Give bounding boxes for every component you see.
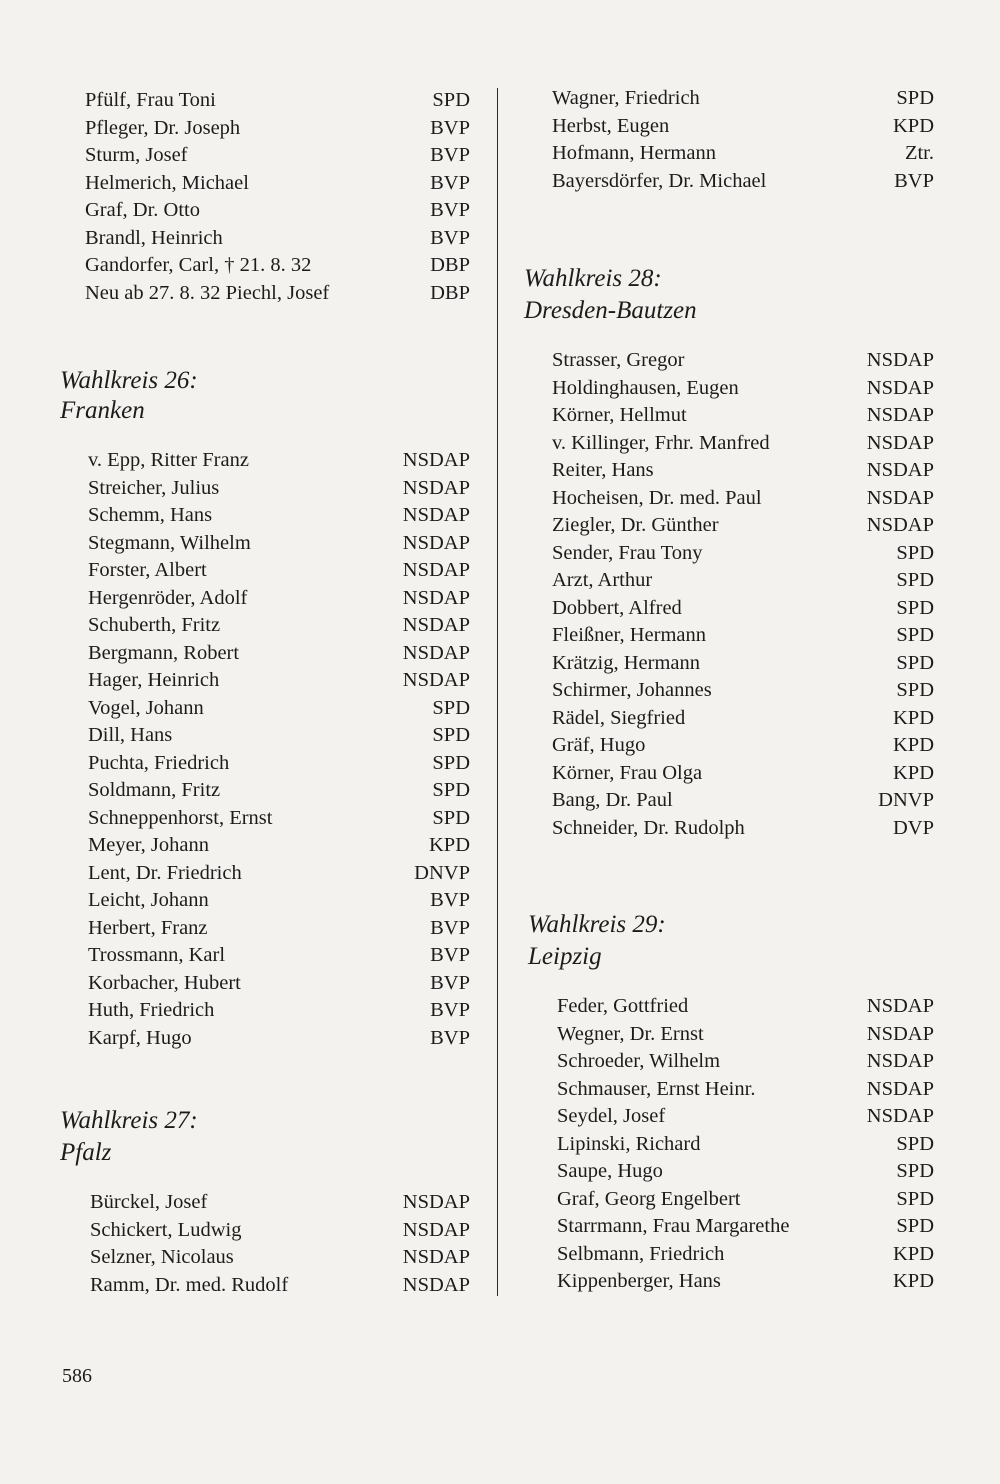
member-party: SPD (896, 624, 934, 646)
member-name: Wagner, Friedrich (552, 87, 700, 109)
member-row (85, 279, 470, 307)
member-row (552, 566, 934, 594)
member-party: KPD (892, 1242, 934, 1265)
member-row (557, 1212, 934, 1240)
member-name: Schemm, Hans (88, 504, 213, 526)
member-row (557, 1102, 934, 1130)
member-party: SPD (432, 779, 470, 801)
member-party: SPD (432, 751, 470, 774)
member-name: Dobbert, Alfred (552, 596, 682, 619)
district-region: Dresden-Bautzen (524, 297, 697, 324)
member-row (85, 141, 470, 169)
member-party: BVP (430, 144, 470, 166)
member-row (552, 814, 934, 842)
member-party: NSDAP (866, 1077, 934, 1100)
member-name: Lent, Dr. Friedrich (88, 861, 242, 884)
member-party: NSDAP (402, 449, 470, 471)
member-row (88, 694, 470, 722)
member-party: BVP (430, 226, 470, 249)
member-party: NSDAP (866, 404, 934, 426)
member-row (88, 611, 470, 639)
member-party: BVP (430, 999, 470, 1021)
member-row (557, 1047, 934, 1075)
member-name: Streicher, Julius (88, 476, 220, 499)
member-name: Schmauser, Ernst Heinr. (557, 1077, 756, 1100)
member-row (552, 759, 934, 787)
member-name: v. Epp, Ritter Franz (88, 449, 249, 471)
member-name: Rädel, Siegfried (552, 706, 686, 729)
member-name: Schneider, Dr. Rudolph (552, 816, 745, 839)
member-name: Strasser, Gregor (552, 349, 685, 371)
member-name: Meyer, Johann (88, 834, 210, 856)
member-row (88, 556, 470, 584)
member-name: Graf, Georg Engelbert (557, 1187, 741, 1210)
member-name: Sturm, Josef (85, 144, 188, 166)
member-name: Korbacher, Hubert (88, 971, 241, 994)
member-row (85, 251, 470, 279)
member-party: NSDAP (866, 486, 934, 509)
member-party: BVP (430, 171, 470, 194)
member-row (88, 804, 470, 832)
member-row (552, 456, 934, 484)
member-party: SPD (432, 696, 470, 719)
member-party: NSDAP (866, 995, 934, 1017)
member-row (88, 749, 470, 777)
member-row (88, 446, 470, 474)
member-party: NSDAP (402, 614, 470, 636)
member-row (85, 86, 470, 114)
member-row (552, 539, 934, 567)
member-party: SPD (896, 87, 934, 109)
member-row (557, 1130, 934, 1158)
member-row (88, 666, 470, 694)
member-row (552, 346, 934, 374)
member-row (90, 1216, 470, 1244)
member-party: NSDAP (866, 1022, 934, 1045)
member-name: Schuberth, Fritz (88, 614, 221, 636)
district-heading: Wahlkreis 29: (528, 911, 666, 938)
district-region: Pfalz (60, 1139, 112, 1166)
member-row (88, 831, 470, 859)
member-row (552, 786, 934, 814)
member-name: Gandorfer, Carl, † 21. 8. 32 (85, 254, 312, 276)
member-row (557, 1185, 934, 1213)
district-heading: Wahlkreis 27: (60, 1107, 198, 1134)
member-name: Soldmann, Fritz (88, 779, 221, 801)
member-name: Hergenröder, Adolf (88, 586, 248, 609)
member-row (552, 167, 934, 195)
member-name: Fleißner, Hermann (552, 624, 707, 646)
member-name: Stegmann, Wilhelm (88, 531, 251, 554)
member-party: SPD (896, 651, 934, 674)
member-party: NSDAP (402, 586, 470, 609)
member-row (88, 969, 470, 997)
member-name: Forster, Albert (88, 559, 207, 581)
member-row (88, 941, 470, 969)
member-row (90, 1188, 470, 1216)
member-name: Reiter, Hans (552, 459, 654, 481)
member-row (88, 584, 470, 612)
member-name: Hocheisen, Dr. med. Paul (552, 486, 762, 509)
member-name: Karpf, Hugo (88, 1026, 192, 1049)
member-party: NSDAP (866, 459, 934, 481)
member-party: KPD (892, 1270, 934, 1292)
district-region: Leipzig (528, 943, 602, 970)
member-name: Trossmann, Karl (88, 944, 226, 966)
member-name: Helmerich, Michael (85, 171, 249, 194)
member-row (552, 374, 934, 402)
member-row (90, 1271, 470, 1299)
member-row (88, 474, 470, 502)
member-party: SPD (896, 679, 934, 701)
member-party: KPD (892, 114, 934, 137)
member-name: Pfleger, Dr. Joseph (85, 116, 241, 139)
member-name: Arzt, Arthur (552, 569, 653, 591)
member-row (557, 1157, 934, 1185)
member-name: Holdinghausen, Eugen (552, 376, 739, 399)
member-party: NSDAP (866, 349, 934, 371)
member-name: Hofmann, Hermann (552, 142, 716, 164)
member-party: NSDAP (402, 1218, 470, 1241)
member-party: NSDAP (402, 476, 470, 499)
member-party: DBP (430, 281, 470, 304)
member-row (88, 501, 470, 529)
member-party: BVP (430, 916, 470, 939)
member-name: Körner, Frau Olga (552, 761, 703, 784)
member-name: Saupe, Hugo (557, 1160, 663, 1182)
member-name: Selzner, Nicolaus (90, 1246, 234, 1268)
member-row (88, 1024, 470, 1052)
member-row (552, 139, 934, 167)
member-party: DVP (892, 816, 934, 839)
member-name: Vogel, Johann (88, 696, 204, 719)
member-party: SPD (432, 89, 470, 111)
member-row (552, 484, 934, 512)
member-party: DBP (430, 254, 470, 276)
member-name: Schneppenhorst, Ernst (88, 806, 273, 829)
member-name: Ramm, Dr. med. Rudolf (90, 1273, 289, 1296)
member-party: NSDAP (402, 1273, 470, 1296)
member-row (88, 776, 470, 804)
member-party: SPD (896, 596, 934, 619)
member-row (90, 1243, 470, 1271)
member-party: KPD (428, 834, 470, 856)
member-name: Neu ab 27. 8. 32 Piechl, Josef (85, 281, 330, 304)
member-name: Hager, Heinrich (88, 669, 220, 691)
page-number: 586 (62, 1365, 92, 1387)
member-name: Bayersdörfer, Dr. Michael (552, 169, 767, 192)
member-name: Starrmann, Frau Margarethe (557, 1215, 790, 1237)
member-row (85, 224, 470, 252)
member-party: DNVP (414, 861, 470, 884)
member-name: Körner, Hellmut (552, 404, 687, 426)
member-name: Pfülf, Frau Toni (85, 89, 216, 111)
member-name: Huth, Friedrich (88, 999, 215, 1021)
member-party: NSDAP (402, 1246, 470, 1268)
member-party: SPD (896, 569, 934, 591)
member-party: BVP (430, 971, 470, 994)
member-party: SPD (896, 1132, 934, 1155)
member-party: NSDAP (866, 514, 934, 536)
member-name: Kippenberger, Hans (557, 1270, 721, 1292)
member-name: Seydel, Josef (557, 1105, 666, 1127)
member-party: NSDAP (866, 1050, 934, 1072)
member-name: Sender, Frau Tony (552, 541, 703, 564)
member-party: SPD (896, 1187, 934, 1210)
member-row (88, 914, 470, 942)
member-row (552, 112, 934, 140)
member-name: Graf, Dr. Otto (85, 199, 201, 221)
member-party: SPD (896, 541, 934, 564)
member-party: BVP (894, 169, 934, 192)
member-row (552, 731, 934, 759)
member-row (88, 996, 470, 1024)
member-party: NSDAP (402, 559, 470, 581)
member-row (552, 84, 934, 112)
member-row (88, 886, 470, 914)
member-name: Schroeder, Wilhelm (557, 1050, 721, 1072)
member-row (557, 992, 934, 1020)
member-row (88, 721, 470, 749)
member-name: Bang, Dr. Paul (552, 789, 673, 811)
member-party: KPD (892, 706, 934, 729)
member-name: Ziegler, Dr. Günther (552, 514, 719, 536)
member-row (85, 196, 470, 224)
member-name: Lipinski, Richard (557, 1132, 701, 1155)
member-party: BVP (430, 889, 470, 911)
member-party: BVP (430, 199, 470, 221)
member-party: BVP (430, 1026, 470, 1049)
member-party: KPD (892, 761, 934, 784)
column-divider (497, 88, 498, 1296)
member-row (88, 529, 470, 557)
member-name: Schirmer, Johannes (552, 679, 712, 701)
member-party: NSDAP (402, 669, 470, 691)
member-party: NSDAP (402, 641, 470, 664)
member-name: Wegner, Dr. Ernst (557, 1022, 704, 1045)
member-name: Schickert, Ludwig (90, 1218, 242, 1241)
member-row (552, 621, 934, 649)
member-name: Puchta, Friedrich (88, 751, 230, 774)
member-row (552, 429, 934, 457)
member-row (552, 649, 934, 677)
member-name: Herbst, Eugen (552, 114, 670, 137)
member-party: BVP (430, 944, 470, 966)
member-party: SPD (896, 1160, 934, 1182)
member-party: Ztr. (904, 142, 934, 164)
member-name: Feder, Gottfried (557, 995, 689, 1017)
member-party: NSDAP (866, 376, 934, 399)
member-name: Krätzig, Hermann (552, 651, 700, 674)
district-heading: Wahlkreis 26: (60, 367, 198, 394)
member-row (557, 1020, 934, 1048)
member-name: Leicht, Johann (88, 889, 209, 911)
member-row (557, 1267, 934, 1295)
member-name: v. Killinger, Frhr. Manfred (552, 431, 770, 454)
member-party: SPD (432, 724, 470, 746)
member-row (552, 676, 934, 704)
member-name: Herbert, Franz (88, 916, 208, 939)
member-row (552, 401, 934, 429)
district-heading: Wahlkreis 28: (524, 265, 662, 292)
member-party: DNVP (878, 789, 934, 811)
member-party: NSDAP (402, 531, 470, 554)
member-name: Dill, Hans (88, 724, 173, 746)
member-name: Bergmann, Robert (88, 641, 240, 664)
member-name: Gräf, Hugo (552, 734, 646, 756)
member-party: SPD (432, 806, 470, 829)
member-row (552, 704, 934, 732)
member-row (557, 1075, 934, 1103)
member-row (552, 511, 934, 539)
member-name: Brandl, Heinrich (85, 226, 223, 249)
member-party: KPD (892, 734, 934, 756)
member-party: NSDAP (402, 1191, 470, 1213)
member-row (88, 859, 470, 887)
member-name: Selbmann, Friedrich (557, 1242, 725, 1265)
member-name: Bürckel, Josef (90, 1191, 208, 1213)
member-row (85, 114, 470, 142)
member-party: NSDAP (866, 431, 934, 454)
member-row (88, 639, 470, 667)
district-region: Franken (60, 397, 145, 424)
member-row (557, 1240, 934, 1268)
member-row (85, 169, 470, 197)
member-party: NSDAP (866, 1105, 934, 1127)
member-row (552, 594, 934, 622)
member-party: BVP (430, 116, 470, 139)
member-party: SPD (896, 1215, 934, 1237)
member-party: NSDAP (402, 504, 470, 526)
